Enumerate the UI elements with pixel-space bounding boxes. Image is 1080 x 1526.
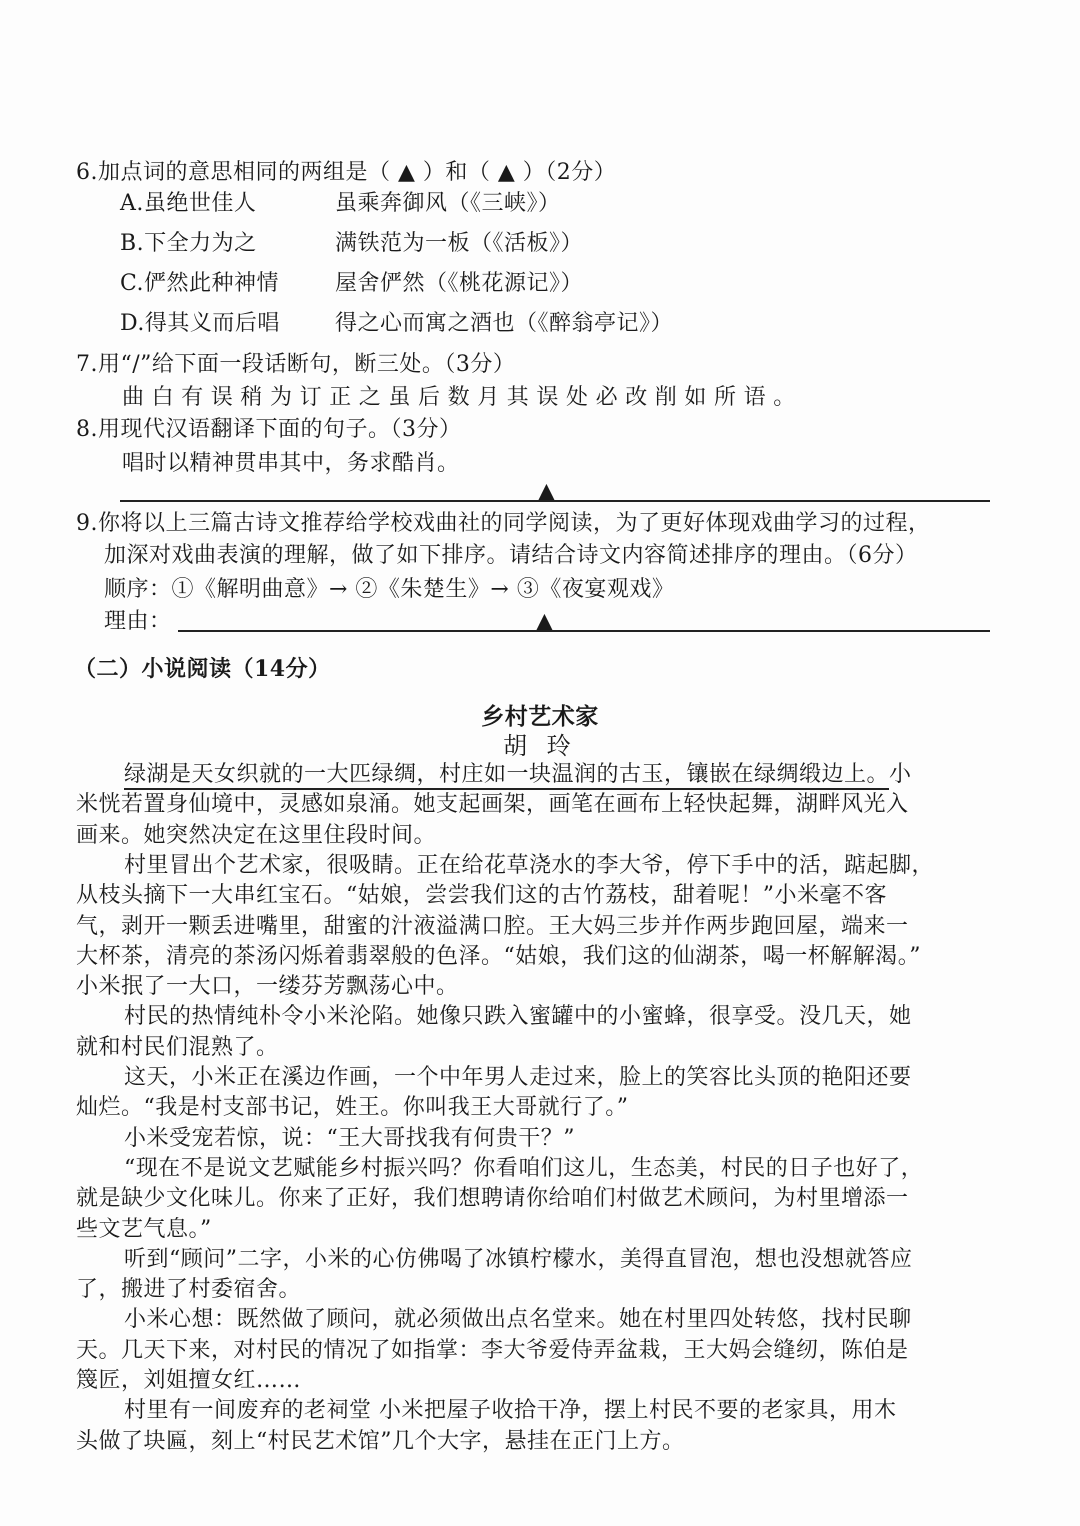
story-line [124, 1305, 912, 1335]
story-text: 听到“顾问”二字，小米的心仿佛喝了冰镇柠檬水，美得直冒泡，想也没想就答应 [124, 1246, 913, 1272]
q6-option-d-label: D.得其义而后唱 [120, 311, 280, 336]
story-line [124, 1245, 913, 1275]
story-text: 天。几天下来，对村民的情况了如指掌：李大爷爱侍弄盆栽，王大妈会缝纫，陈伯是 [76, 1337, 909, 1363]
story-line [76, 1093, 629, 1123]
story-text: 就和村民们混熟了。 [76, 1034, 279, 1060]
q8-answer-line[interactable] [120, 500, 990, 502]
story-text: 小米受宠若惊，说：“王大哥找我有何贵干？” [124, 1125, 575, 1151]
story-line [124, 851, 934, 881]
story-line [124, 1396, 897, 1426]
story-line [76, 1427, 685, 1457]
story-text: 米恍若置身仙境中，灵感如泉涌。她支起画架，画笔在画布上轻快起舞，湖畔风光入 [76, 792, 909, 818]
story-line [76, 972, 459, 1002]
question-9-reason-label: 理由： [104, 609, 172, 634]
story-text: 气，剥开一颗丢进嘴里，甜蜜的汁液溢满口腔。王大妈三步并作两步跑回屋，端来一 [76, 913, 909, 939]
question-6-stem: 6.加点词的意思相同的两组是（ ▲ ）和（ ▲ ）（2分） [76, 160, 617, 185]
story-line [124, 1002, 912, 1032]
q8-answer-marker: ▲ [538, 479, 555, 504]
q6-option-b-label: B.下全力为之 [120, 231, 257, 256]
question-7-text: 曲白有误稍为订正之虽后数月其误处必改削如所语。 [122, 385, 803, 410]
question-9-stem-line1: 9.你将以上三篇古诗文推荐给学校戏曲社的同学阅读，为了更好体现戏曲学习的过程， [76, 511, 931, 536]
story-line [76, 1033, 279, 1063]
story-line [124, 1154, 923, 1184]
q6-option-a-label: A.虽绝世佳人 [120, 191, 257, 216]
story-text: 些文艺气息。” [76, 1216, 212, 1242]
story-text: 了，搬进了村委宿舍。 [76, 1277, 302, 1303]
story-line [76, 1275, 301, 1305]
story-line [76, 912, 909, 942]
story-line [124, 1124, 575, 1154]
story-line [124, 1063, 912, 1093]
question-9-order: 顺序：①《解明曲意》→ ②《朱楚生》→ ③《夜宴观戏》 [104, 577, 675, 602]
question-7-stem: 7.用“/”给下面一段话断句，断三处。（3分） [76, 352, 516, 377]
story-text: 小米抿了一大口，一缕芬芳飘荡心中。 [76, 974, 459, 1000]
story-text: 头做了块匾，刻上“村民艺术馆”几个大字，悬挂在正门上方。 [76, 1428, 685, 1454]
story-text: 村里有一间废弃的老祠堂 小米把屋子收拾干净，摆上村民不要的老家具，用木 [124, 1398, 897, 1424]
story-line [76, 881, 887, 911]
q9-answer-line[interactable] [178, 630, 990, 632]
story-author: 胡 玲 [503, 732, 577, 760]
story-title: 乡村艺术家 [481, 703, 599, 730]
story-text: 灿烂。“我是村支部书记，姓王。你叫我王大哥就行了。” [76, 1095, 629, 1121]
story-line [76, 1215, 212, 1245]
story-text: 大杯茶，清亮的茶汤闪烁着翡翠般的色泽。“姑娘，我们这的仙湖茶，喝一杯解解渴。” [76, 943, 921, 969]
story-line [76, 821, 436, 851]
story-line [76, 942, 921, 972]
q6-option-b-pair: 满铁范为一板（《活板》） [335, 231, 584, 256]
section-2-heading: （二）小说阅读（14分） [74, 656, 331, 682]
q9-answer-marker: ▲ [536, 609, 553, 634]
story-line [124, 760, 912, 790]
q6-option-c-pair: 屋舍俨然（《桃花源记》） [335, 271, 584, 296]
story-text: 就是缺少文化味儿。你来了正好，我们想聘请你给咱们村做艺术顾问，为村里增添一 [76, 1186, 909, 1212]
underlined-sentence: 绿湖是天女织就的一大匹绿绸，村庄如一块温润的古玉，镶嵌在绿绸缎边上。 [124, 762, 889, 790]
story-text: “现在不是说文艺赋能乡村振兴吗？你看咱们这儿，生态美，村民的日子也好了， [124, 1155, 924, 1181]
story-text: 村民的热情纯朴令小米沦陷。她像只跌入蜜罐中的小蜜蜂，很享受。没几天，她 [124, 1004, 912, 1030]
story-line [76, 790, 909, 820]
q6-option-a-pair: 虽乘奔御风（《三峡》） [335, 191, 561, 216]
story-text: 从枝头摘下一大串红宝石。“姑娘，尝尝我们这的古竹荔枝，甜着呢！”小米毫不客 [76, 883, 887, 909]
story-text: 小 [889, 762, 912, 787]
story-text: 村里冒出个艺术家，很吸睛。正在给花草浇水的李大爷，停下手中的活，踮起脚， [124, 852, 935, 878]
story-text: 篾匠，刘姐擅女红…… [76, 1368, 302, 1393]
q6-option-c-label: C.俨然此种神情 [120, 271, 280, 296]
story-text: 画来。她突然决定在这里住段时间。 [76, 822, 437, 848]
q6-option-d-pair: 得之心而寓之酒也（《醉翁亭记》） [335, 311, 674, 336]
story-line [76, 1336, 909, 1366]
story-text: 这天，小米正在溪边作画，一个中年男人走过来，脸上的笑容比头顶的艳阳还要 [124, 1065, 912, 1090]
question-8-stem: 8.用现代汉语翻译下面的句子。（3分） [76, 417, 462, 442]
story-line [76, 1184, 909, 1214]
question-9-stem-line2: 加深对戏曲表演的理解，做了如下排序。请结合诗文内容简述排序的理由。（6分） [104, 543, 918, 568]
question-8-text: 唱时以精神贯串其中，务求酷肖。 [122, 451, 460, 476]
story-text: 小米心想：既然做了顾问，就必须做出点名堂来。她在村里四处转悠，找村民聊 [124, 1307, 912, 1333]
story-line [76, 1366, 301, 1396]
